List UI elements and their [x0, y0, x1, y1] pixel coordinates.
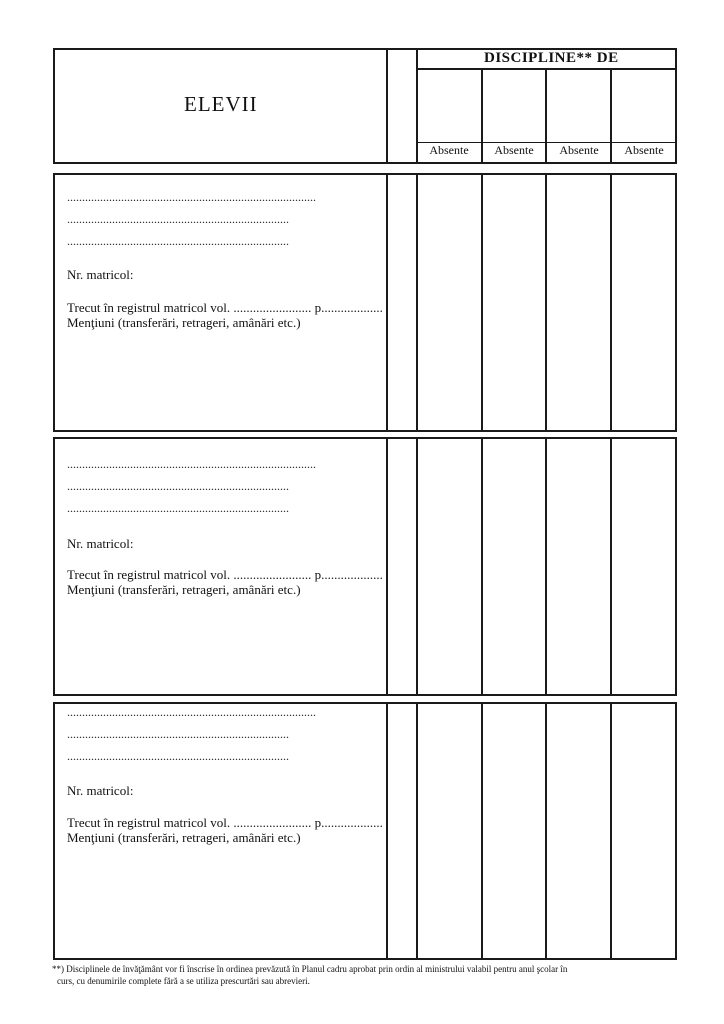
footnote-line-2: curs, cu denumirile complete fără a se utiliza prescurtări sau abrevieri.	[57, 976, 310, 986]
mentiuni-label: Menţiuni (transferări, retrageri, amânări etc.)	[67, 830, 301, 845]
header-divider-5	[610, 68, 612, 164]
block-1-divider-5	[610, 173, 612, 432]
block-3-divider-3	[481, 702, 483, 960]
matricol-label: Nr. matricol:	[67, 536, 134, 551]
absente-label-2: Absente	[494, 143, 534, 157]
block-2-divider-1	[386, 437, 388, 696]
name-dots-line: ..........................................................................	[67, 727, 289, 741]
block-3-divider-5	[610, 702, 612, 960]
footnote-line-1: **) Disciplinele de învăţământ vor fi înscrise în ordinea prevăzută în Planul cadru aprobat prin ordin al ministrului valabil pentru anul şcolar în	[52, 964, 568, 974]
block-2-divider-3	[481, 437, 483, 696]
registru-label: Trecut în registrul matricol vol. ........................ p...................	[67, 300, 383, 315]
absente-label-4: Absente	[624, 143, 664, 157]
name-dots-line: ..........................................................................	[67, 212, 289, 226]
registru-label: Trecut în registrul matricol vol. ........................ p...................	[67, 815, 383, 830]
name-dots-line: ...................................................................................	[67, 705, 316, 719]
name-dots-line: ...................................................................................	[67, 457, 316, 471]
header-divider-4	[545, 68, 547, 164]
name-dots-line: ..........................................................................	[67, 501, 289, 515]
block-1-divider-2	[416, 173, 418, 432]
absente-label-1: Absente	[429, 143, 469, 157]
block-1-divider-4	[545, 173, 547, 432]
elevii-heading: ELEVII	[184, 92, 258, 116]
block-1-divider-1	[386, 173, 388, 432]
mentiuni-label: Menţiuni (transferări, retrageri, amânări etc.)	[67, 582, 301, 597]
name-dots-line: ..........................................................................	[67, 749, 289, 763]
block-2-divider-4	[545, 437, 547, 696]
mentiuni-label: Menţiuni (transferări, retrageri, amânări etc.)	[67, 315, 301, 330]
absente-label-3: Absente	[559, 143, 599, 157]
block-1-divider-3	[481, 173, 483, 432]
name-dots-line: ..........................................................................	[67, 479, 289, 493]
block-3-divider-2	[416, 702, 418, 960]
header-divider-1	[386, 48, 388, 164]
matricol-label: Nr. matricol:	[67, 267, 134, 282]
registru-label: Trecut în registrul matricol vol. ........................ p...................	[67, 567, 383, 582]
block-2-divider-2	[416, 437, 418, 696]
name-dots-line: ..........................................................................	[67, 234, 289, 248]
matricol-label: Nr. matricol:	[67, 783, 134, 798]
block-3-divider-4	[545, 702, 547, 960]
disciplines-heading: DISCIPLINE** DE	[484, 50, 619, 66]
name-dots-line: ...................................................................................	[67, 190, 316, 204]
block-3-divider-1	[386, 702, 388, 960]
block-2-divider-5	[610, 437, 612, 696]
